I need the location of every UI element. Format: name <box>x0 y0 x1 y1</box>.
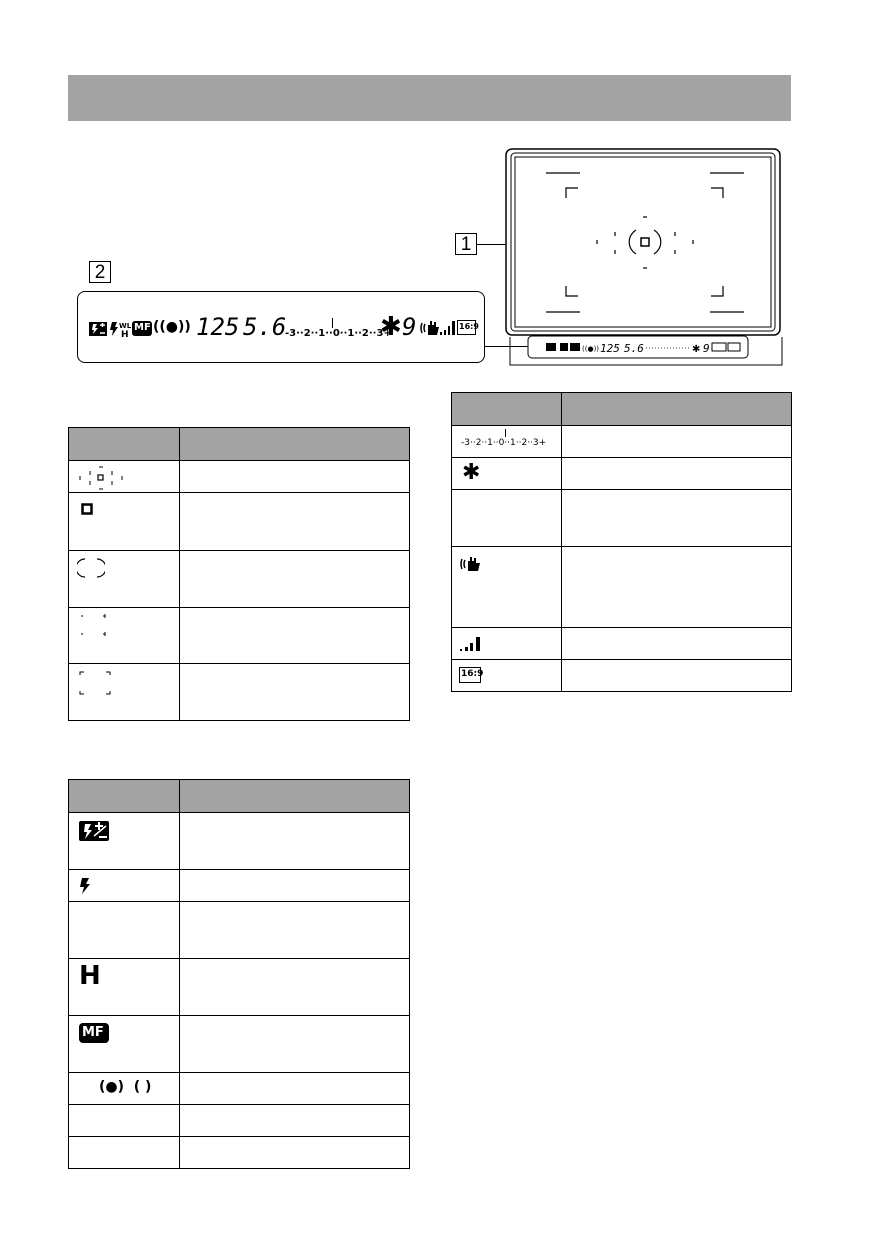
wide-area-frame-icon <box>77 670 113 698</box>
flash-compensation-icon <box>79 821 109 841</box>
svg-text:✱: ✱ <box>692 344 701 355</box>
aspect-ratio-icon: 16:9 <box>459 667 481 683</box>
high-speed-sync-icon: H <box>79 961 101 991</box>
lcd-exposure-scale: -3··2··1··0··1··2··3+ <box>285 328 392 339</box>
lcd-right-table <box>451 392 792 692</box>
callout-viewfinder-line <box>477 244 506 245</box>
viewfinder-diagram <box>500 140 790 370</box>
lcd-aperture: 5.6 <box>243 313 287 341</box>
ae-lock-icon: ✱ <box>380 312 402 342</box>
spot-af-icon <box>81 503 93 515</box>
steadyshot-scale-icon <box>460 636 482 652</box>
section-header-bar <box>68 75 791 121</box>
focus-indicator-icon: (●) ( ) <box>99 1079 152 1095</box>
svg-text:WL: WL <box>119 322 131 330</box>
lcd-panel <box>77 291 485 363</box>
lcd-scale-marker <box>332 318 333 328</box>
flash-icon <box>79 877 91 895</box>
mini-count: 9 <box>703 342 710 355</box>
camera-shake-icon <box>420 319 442 337</box>
flash-compensation-icon <box>89 322 107 336</box>
lcd-left-table <box>68 779 410 1169</box>
manual-focus-icon: MF <box>79 1023 109 1043</box>
manual-focus-icon: MF <box>132 321 152 336</box>
camera-shake-icon <box>460 555 484 573</box>
mini-aperture: 5.6 <box>624 342 644 355</box>
mini-shutter: 125 <box>600 342 620 355</box>
steadyshot-scale-icon <box>440 320 456 336</box>
aspect-ratio-icon: 16:9 <box>457 320 476 335</box>
svg-text:((●)): ((●)) <box>582 345 600 353</box>
flash-mode-icon <box>109 320 131 338</box>
svg-text:H: H <box>121 330 129 338</box>
callout-viewfinder: 1 <box>455 233 477 255</box>
exposure-scale-marker <box>505 429 506 437</box>
lcd-shutter-speed: 125 <box>196 313 240 341</box>
wide-af-points-icon <box>77 614 113 638</box>
focus-indicator-icon: ((●)) <box>153 319 191 335</box>
lcd-shot-count: 9 <box>402 313 417 341</box>
spot-metering-circle-icon <box>77 557 105 579</box>
callout-lcd: 2 <box>89 261 111 283</box>
exposure-scale: -3··2··1··0··1··2··3+ <box>461 438 547 448</box>
af-area-icon <box>77 465 125 491</box>
ae-lock-icon: ✱ <box>462 460 481 485</box>
viewfinder-table <box>68 427 410 721</box>
lcd-connector-line <box>485 346 528 347</box>
